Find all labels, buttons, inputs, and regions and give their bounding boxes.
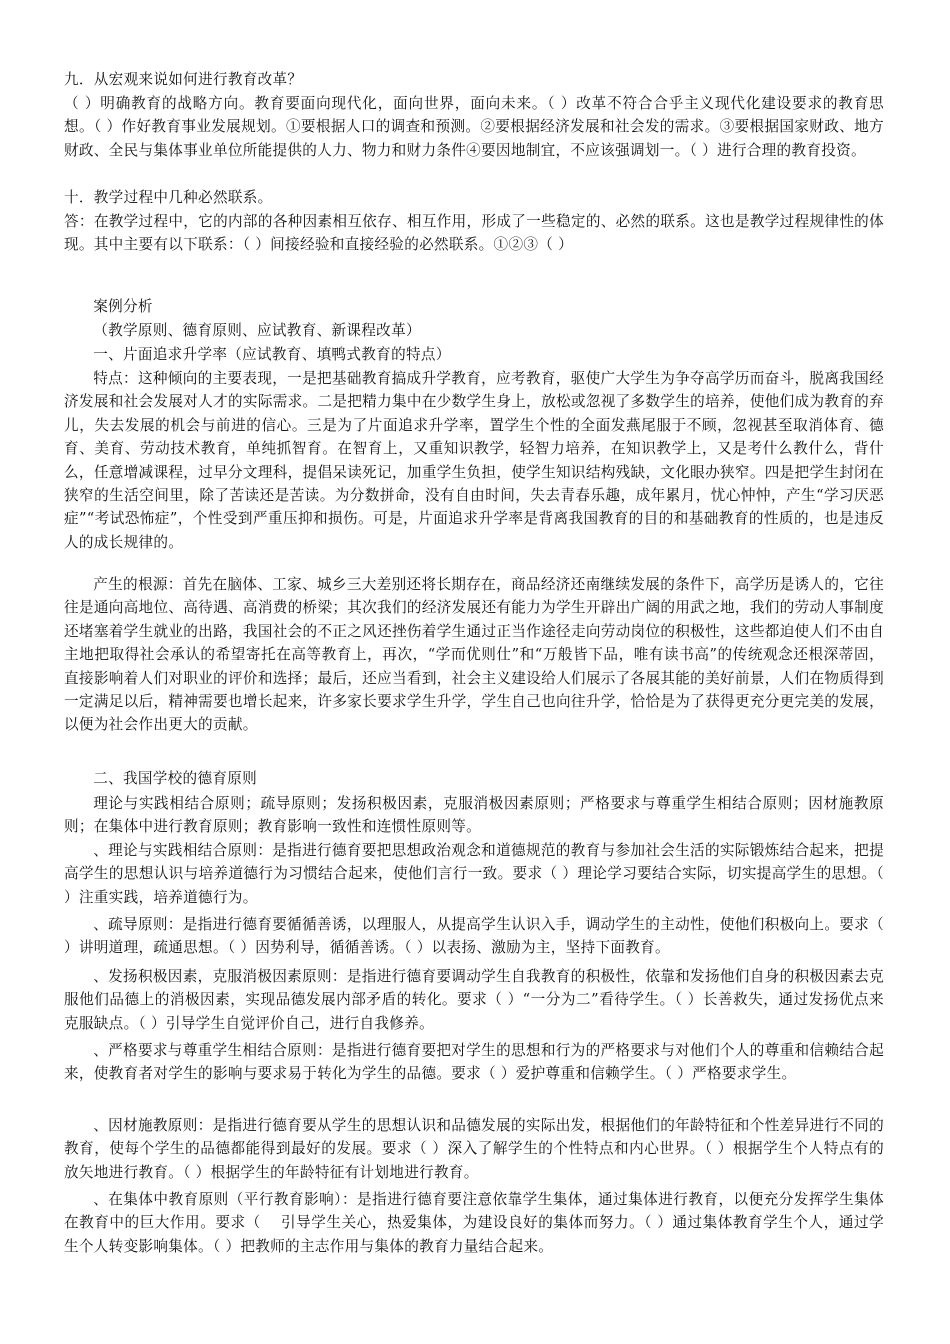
q10-title: 十．教学过程中几种必然联系。 [64, 189, 273, 206]
principle-positive-factors: 、发扬积极因素，克服消极因素原则：是指进行德育要调动学生自我教育的积极性，依靠和发扬他们自身的积极因素去克服他们品德上的消极因素，实现品德发展内部矛盾的转化。要求（ ）“一分为二”看待学生。（ ）长善救失，通过发扬优点来克服缺点。（ ）引导学生自觉评价自己，进行自我修养。 [64, 968, 884, 1032]
q9-title: 九．从宏观来说如何进行教育改革？ [64, 71, 303, 88]
q10-body: 答：在教学过程中，它的内部的各种因素相互依存、相互作用，形成了一些稳定的、必然的联系。这也是教学过程规律性的体现。其中主要有以下联系：（ ）间接经验和直接经验的必然联系。①②③（ ） [64, 213, 884, 254]
principle-collective: 、在集体中教育原则（平行教育影响）：是指进行德育要注意依靠学生集体，通过集体进行教育，以便充分发挥学生集体在教育中的巨大作用。要求（ 引导学生关心，热爱集体，为建设良好的集体而努力。（ ）通过集体教育学生个人，通过学生个人转变影响集体。（ ）把教师的主志作用与集体的教育力量结合起来。 [64, 1191, 884, 1255]
principle-individualized: 、因材施教原则：是指进行德育要从学生的思想认识和品德发展的实际出发，根据他们的年龄特征和个性差异进行不同的教育，使每个学生的品德都能得到最好的发展。要求（ ）深入了解学生的个性特点和内心世界。（ ）根据学生个人特点有的放矢地进行教育。（ ）根据学生的年龄特征有计划地进行教育。 [64, 1117, 884, 1181]
principle-strict-respect: 、严格要求与尊重学生相结合原则：是指进行德育要把对学生的思想和行为的严格要求与对他们个人的尊重和信赖结合起来，使教育者对学生的影响与要求易于转化为学生的品德。要求（ ）爱护尊重和信赖学生。（ ）严格要求学生。 [64, 1042, 884, 1083]
section1-features: 特点：这种倾向的主要表现，一是把基础教育搞成升学教育，应考教育，驱使广大学生为争夺高学历而奋斗，脱离我国经济发展和社会发展对人才的实际需求。二是把精力集中在少数学生身上，放松或忽视了多数学生的培养，使他们成为教育的弃儿，失去发展的机会与前进的信心。三是为了片面追求升学率，置学生个性的全面发燕尾服于不顾，忽视甚至取消体育、德育、美育、劳动技术教育，单纯抓智育。在智育上，又重知识教学，轻智力培养，在知识教学上，又是考什么教什么，背什么，任意增减课程，过早分文理科，提倡呆读死记，加重学生负担，使学生知识结构残缺，文化眼办狭窄。四是把学生封闭在狭窄的生活空间里，除了苦读还是苦读。为分数拼命，没有自由时间，失去青春乐趣，成年累月，忧心忡忡，产生“学习厌恶症”“考试恐怖症”，个性受到严重压抑和损伤。可是，片面追求升学率是背离我国教育的目的和基础教育的性质的，也是违反人的成长规律的。 [64, 370, 884, 551]
principle-theory-practice: 、理论与实践相结合原则：是指进行德育要把思想政治观念和道德规范的教育与参加社会生活的实际锻炼结合起来，把提高学生的思想认识与培养道德行为习惯结合起来，使他们言行一致。要求（ ）理论学习要结合实际，切实提高学生的思想。（ ）注重实践，培养道德行为。 [64, 842, 884, 906]
section1-roots: 产生的根源：首先在脑体、工家、城乡三大差别还将长期存在，商品经济还南继续发展的条件下，高学历是诱人的，它往往是通向高地位、高待遇、高消费的桥梁；其次我们的经济发展还有能力为学生开辟出广阔的用武之地，我们的劳动人事制度还堵塞着学生就业的出路，我国社会的不正之风还挫伤着学生通过正当作途径走向劳动岗位的积极性，这些都迫使人们不由自主地把取得社会承认的希望寄托在高等教育上，再次，“学而优则仕”和“万般皆下品，唯有读书高”的传统观念还根深蒂固，直接影响着人们对职业的评价和选择；最后，还应当看到，社会主义建设给人们展示了各展其能的美好前景，人们在物质得到一定满足以后，精神需要也增长起来，许多家长要求学生升学，学生自己也向往升学，恰恰是为了获得更充分更完美的发展，以便为社会作出更大的贡献。 [64, 576, 884, 734]
section2-title: 二、我国学校的德育原则 [93, 770, 258, 787]
section2-intro: 理论与实践相结合原则；疏导原则；发扬积极因素，克服消极因素原则；严格要求与尊重学生相结合原则；因材施教原则；在集体中进行教育原则；教育影响一致性和连惯性原则等。 [64, 795, 884, 836]
case-title: 案例分析 [93, 298, 153, 315]
q9-body: （ ）明确教育的战略方向。教育要面向现代化，面向世界，面向未来。（ ）改革不符合合乎主义现代化建设要求的教育思想。（ ）作好教育事业发展规划。①要根据人口的调查和预测。②要根据经济发展和社会发的需求。③要根据国家财政、地方财政、全民与集体事业单位所能提供的人力、物力和财力条件④要因地制宜，不应该强调划一。（ ）进行合理的教育投资。 [64, 95, 884, 159]
section1-title: 一、片面追求升学率（应试教育、填鸭式教育的特点） [93, 346, 451, 363]
case-subtitle: （教学原则、德育原则、应试教育、新课程改革） [93, 322, 421, 339]
principle-guidance: 、疏导原则：是指进行德育要循循善诱，以理服人，从提高学生认识入手，调动学生的主动性，使他们积极向上。要求（ ）讲明道理，疏通思想。（ ）因势利导，循循善诱。（ ）以表扬、激励为主，坚持下面教育。 [64, 916, 884, 957]
